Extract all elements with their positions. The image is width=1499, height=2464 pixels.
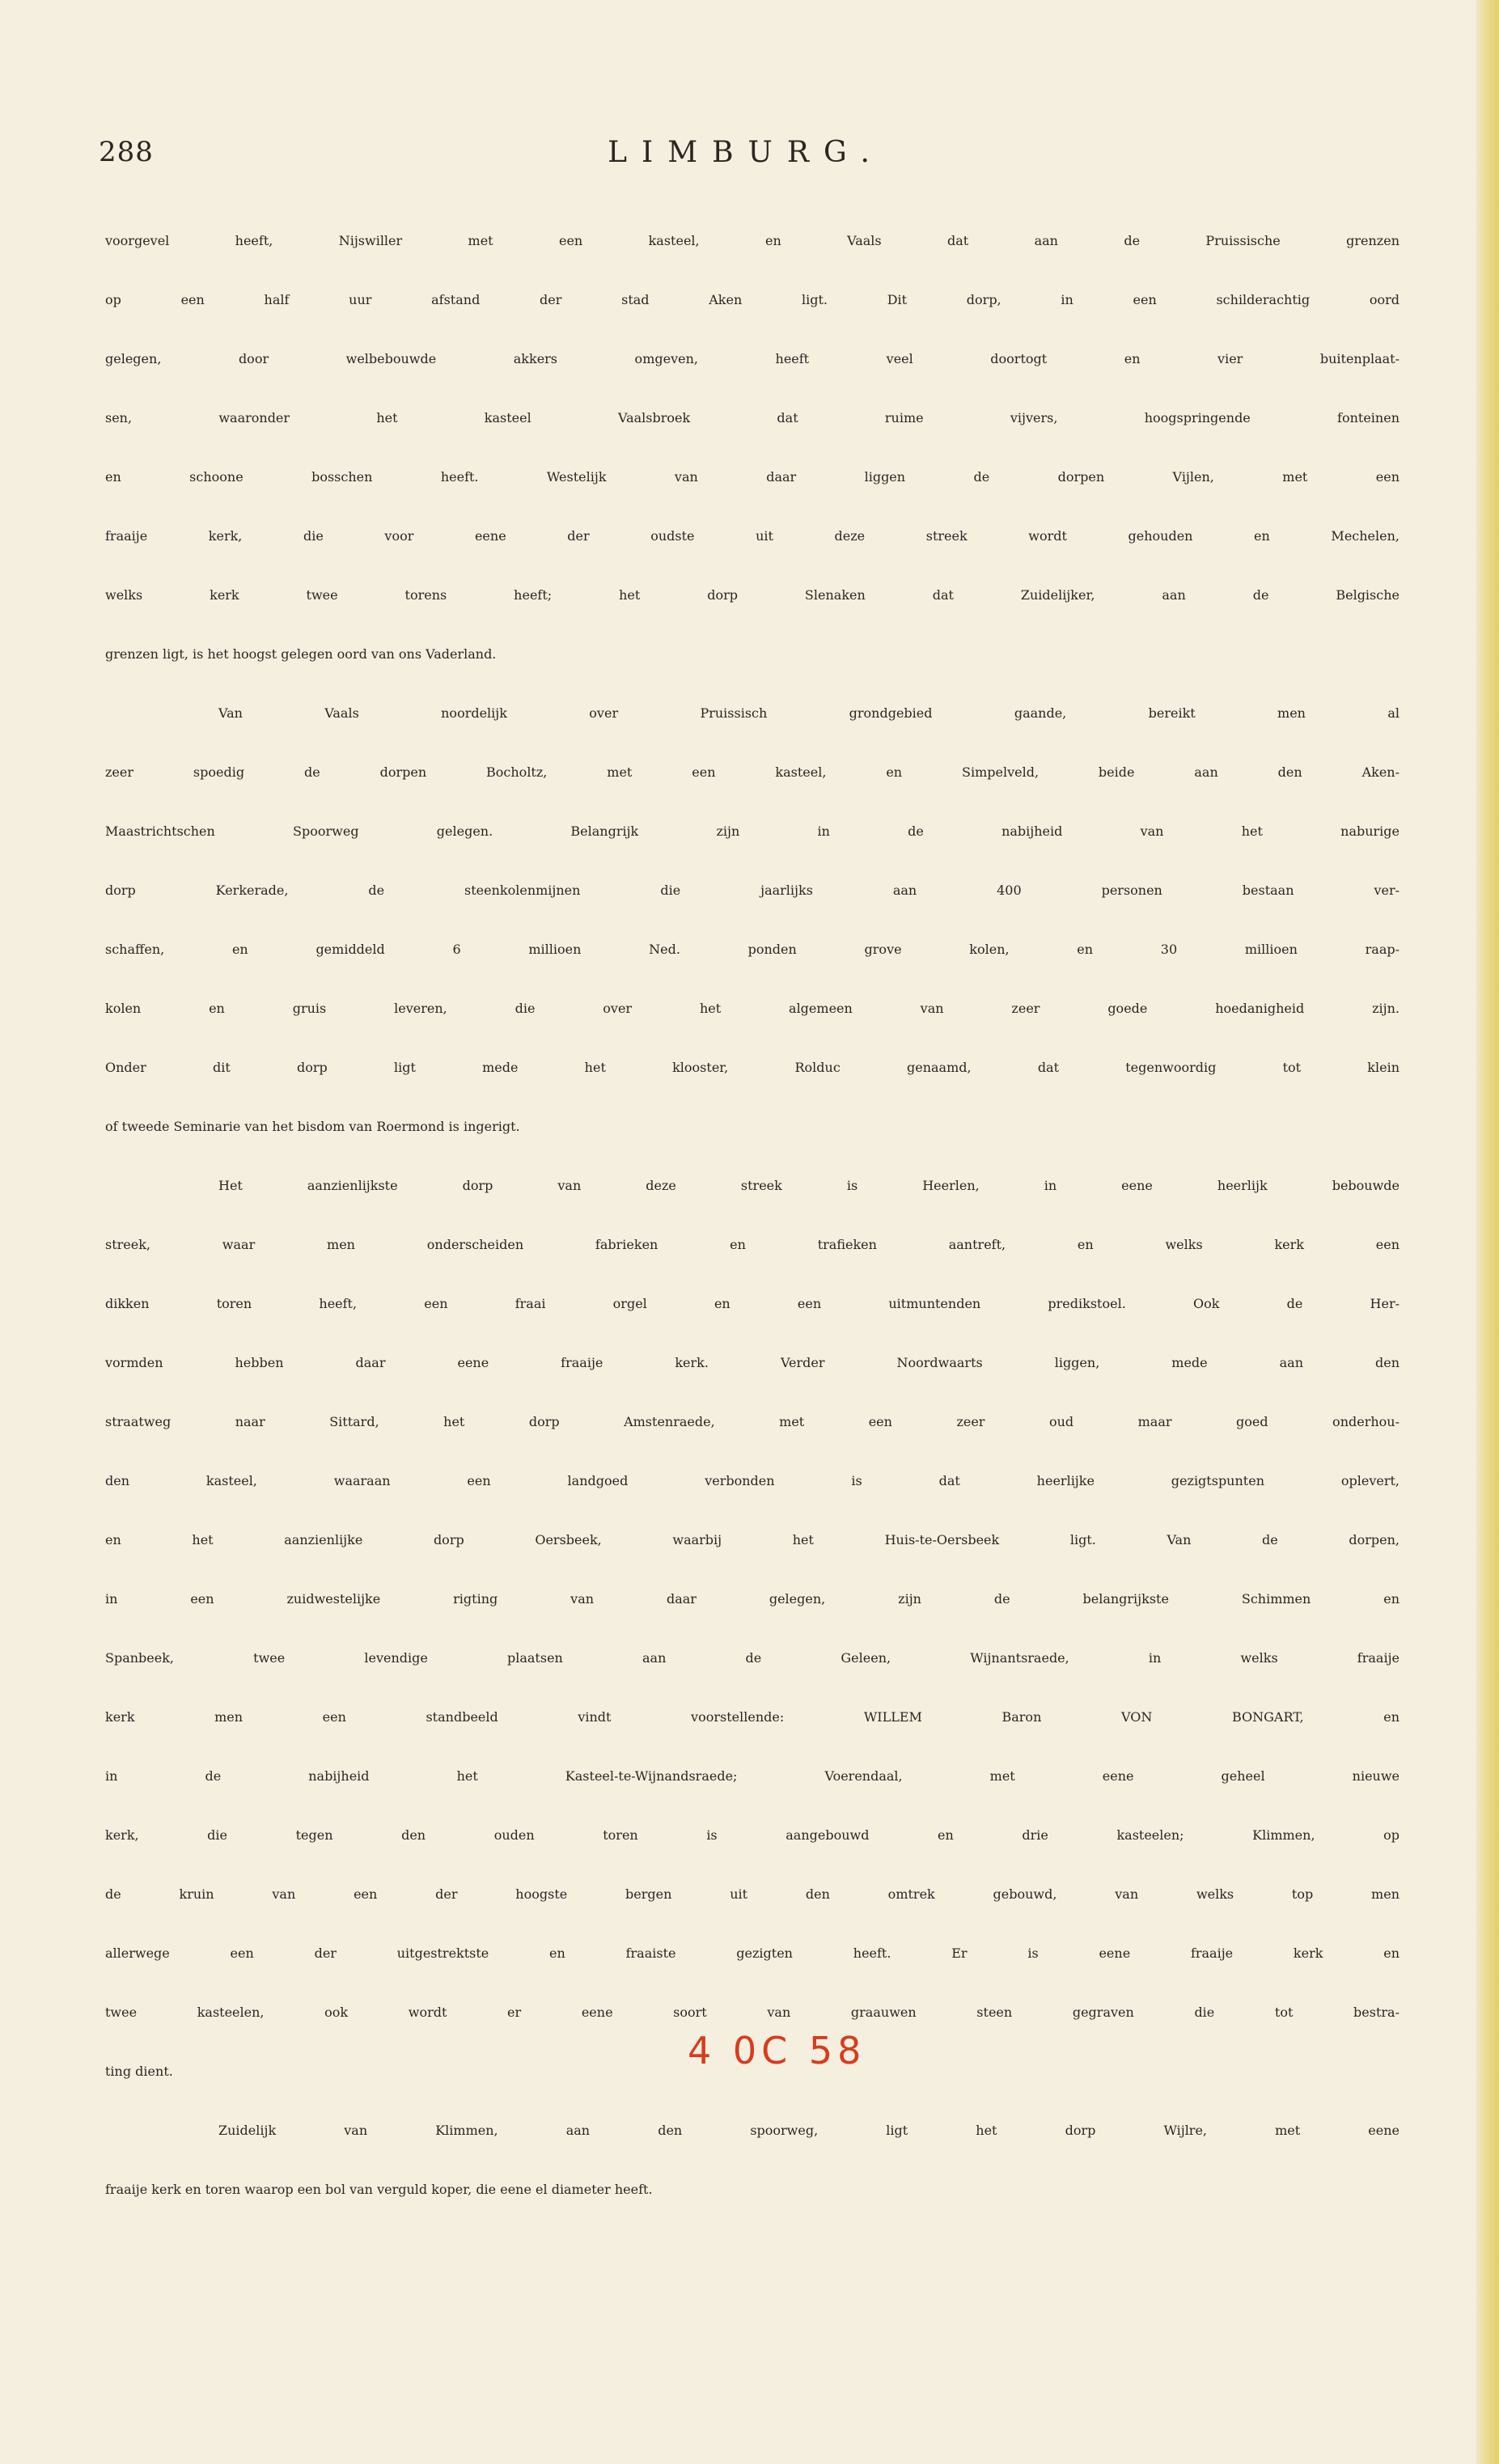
text-line: streek, waar men onderscheiden fabrieken en trafieken aantreft, en welks kerk een [105,1237,1399,1252]
text-line: in de nabijheid het Kasteel-te-Wijnandsraede; Voerendaal, met eene geheel nieuwe [105,1768,1399,1784]
text-line: fraaije kerk en toren waarop een bol van verguld koper, die eene el diameter heeft. [105,2182,653,2197]
text-line: Zuidelijk van Klimmen, aan den spoorweg, ligt het dorp Wijlre, met eene [218,2123,1399,2138]
text-line: of tweede Seminarie van het bisdom van Roermond is ingerigt. [105,1119,520,1134]
text-line: kerk, die tegen den ouden toren is aangebouwd en drie kasteelen; Klimmen, op [105,1827,1399,1843]
text-line: Onder dit dorp ligt mede het klooster, Rolduc genaamd, dat tegenwoordig tot klein [105,1060,1399,1075]
text-line: allerwege een der uitgestrektste en fraaiste gezigten heeft. Er is eene fraaije kerk en [105,1945,1399,1961]
page-header [99,136,1393,184]
body-text [105,233,1399,2241]
text-line: welks kerk twee torens heeft; het dorp Slenaken dat Zuidelijker, aan de Belgische [105,587,1399,603]
text-line: sen, waaronder het kasteel Vaalsbroek dat ruime vijvers, hoogspringende fonteinen [105,410,1399,425]
text-line: Maastrichtschen Spoorweg gelegen. Belangrijk zijn in de nabijheid van het naburige [105,823,1399,839]
text-line: dorp Kerkerade, de steenkolenmijnen die jaarlijks aan 400 personen bestaan ver- [105,883,1399,898]
text-line: Spanbeek, twee levendige plaatsen aan de Geleen, Wijnantsraede, in welks fraaije [105,1650,1399,1666]
text-line: in een zuidwestelijke rigting van daar gelegen, zijn de belangrijkste Schimmen en [105,1591,1399,1607]
text-line: op een half uur afstand der stad Aken ligt. Dit dorp, in een schilderachtig oord [105,292,1399,307]
text-line: kerk men een standbeeld vindt voorstellende: WILLEM Baron VON BONGART, en [105,1709,1399,1725]
text-line: fraaije kerk, die voor eene der oudste uit deze streek wordt gehouden en Mechelen, [105,528,1399,544]
text-line: voorgevel heeft, Nijswiller met een kasteel, en Vaals dat aan de Pruissische grenzen [105,233,1399,248]
text-line: en schoone bosschen heeft. Westelijk van daar liggen de dorpen Vijlen, met een [105,469,1399,485]
text-line: schaffen, en gemiddeld 6 millioen Ned. ponden grove kolen, en 30 millioen raap- [105,942,1399,957]
text-line: den kasteel, waaraan een landgoed verbonden is dat heerlijke gezigtspunten oplevert, [105,1473,1399,1488]
text-line: zeer spoedig de dorpen Bocholtz, met een kasteel, en Simpelveld, beide aan den Aken- [105,764,1399,780]
text-line: vormden hebben daar eene fraaije kerk. Verder Noordwaarts liggen, mede aan den [105,1355,1399,1370]
running-title: LIMBURG. [608,136,884,169]
text-line: en het aanzienlijke dorp Oersbeek, waarbij het Huis-te-Oersbeek ligt. Van de dorpen, [105,1532,1399,1547]
library-stamp: 4 0C 58 [688,2029,866,2072]
text-line: dikken toren heeft, een fraai orgel en een uitmuntenden predikstoel. Ook de Her- [105,1296,1399,1311]
text-line: Het aanzienlijkste dorp van deze streek is Heerlen, in eene heerlijk bebouwde [218,1178,1399,1193]
text-line: twee kasteelen, ook wordt er eene soort van graauwen steen gegraven die tot bestra- [105,2005,1399,2020]
text-line: ting dient. [105,2064,173,2079]
text-line: straatweg naar Sittard, het dorp Amstenraede, met een zeer oud maar goed onderhou- [105,1414,1399,1429]
text-line: kolen en gruis leveren, die over het algemeen van zeer goede hoedanigheid zijn. [105,1001,1399,1016]
page-number: 288 [99,136,154,168]
text-line: gelegen, door welbebouwde akkers omgeven, heeft veel doortogt en vier buitenplaat- [105,351,1399,366]
page-edge [1476,0,1499,2464]
text-line: grenzen ligt, is het hoogst gelegen oord van ons Vaderland. [105,646,497,662]
text-line: Van Vaals noordelijk over Pruissisch grondgebied gaande, bereikt men al [218,705,1399,721]
text-line: de kruin van een der hoogste bergen uit den omtrek gebouwd, van welks top men [105,1886,1399,1902]
